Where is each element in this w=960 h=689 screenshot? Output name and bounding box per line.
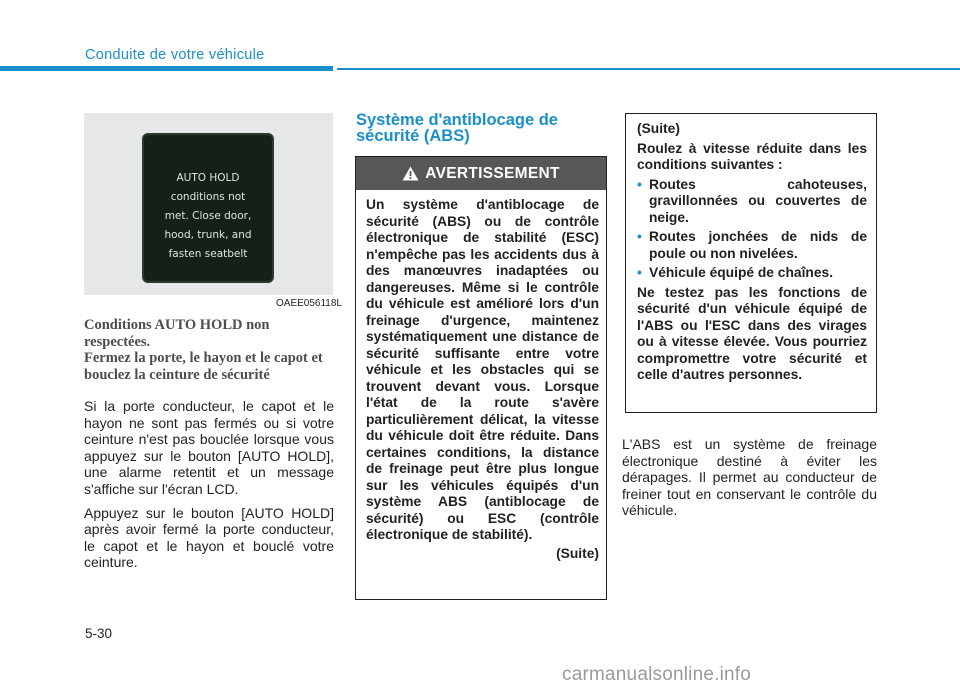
lcd-display xyxy=(142,133,274,283)
header-bar-thin xyxy=(337,68,960,70)
subheading-1: Conditions AUTO HOLD non respectées. xyxy=(84,317,270,350)
continued-label: (Suite) xyxy=(637,121,680,136)
lcd-message: AUTO HOLD conditions not met. Close door, hood, trunk, and fasten seatbelt xyxy=(164,172,252,260)
warning-label: AVERTISSEMENT xyxy=(425,164,560,182)
warning-header xyxy=(356,157,606,190)
abs-description: L'ABS est un système de freinage électronique destiné à éviter les dérapages. Il permet au conducteur de freiner tout en conservant le contrôle du véhicule. xyxy=(622,436,877,519)
page-number: 5-30 xyxy=(85,626,113,641)
list-item: • Véhicule équipé de chaînes. xyxy=(637,265,834,280)
section-title: Système d'antiblocage de sécurité (ABS) xyxy=(356,111,558,145)
subheading-2: Fermez la porte, le hayon et le capot et bouclez la ceinture de sécurité xyxy=(84,350,323,383)
header-bar-thick xyxy=(0,66,333,71)
continued-warning-box xyxy=(625,113,877,413)
paragraph: Si la porte conducteur, le capot et le hayon ne sont pas fermés ou si votre ceinture n'est pas bouclée lorsque vous appuyez sur le bouton [AUTO HOLD], une alarme retentit et un message s'affiche sur l'écran LCD. xyxy=(84,398,334,497)
lcd-illustration xyxy=(84,113,333,295)
bullet-icon: • xyxy=(637,265,642,280)
bullet-icon: • xyxy=(637,229,642,244)
watermark: carmanualsonline.info xyxy=(562,664,752,685)
subheading xyxy=(84,317,334,383)
bullet-icon: • xyxy=(637,176,642,192)
left-body xyxy=(84,398,334,578)
closing-warning: Ne testez pas les fonctions de sécurité d'un véhicule équipé de l'ABS ou l'ESC dans des virages ou à vitesse élevée. Vous pourriez compromettre votre sécurité et celle d'autres personnes. xyxy=(637,284,867,382)
chapter-title: Conduite de votre véhicule xyxy=(85,47,265,63)
warning-box xyxy=(355,156,607,600)
conditions-intro: Roulez à vitesse réduite dans les conditions suivantes : xyxy=(637,140,867,172)
warning-body xyxy=(356,190,606,562)
list-item: • Routes jonchées de nids de poule ou non nivelées. xyxy=(637,229,867,261)
conditions-list xyxy=(637,177,867,282)
warning-text: Un système d'antiblocage de sécurité (ABS) ou de contrôle électronique de stabilité (ESC) n'empêche pas les accidents dus à des manœuvres inadaptées ou dangereuses. Même si le contrôle du véhicule est amélioré lors d'un freinage d'urgence, maintenez systématiquement une distance de sécurité suffisante entre votre véhicule et les obstacles qui se trouvent devant vous. Lorsque l'état de la route s'avère particulièrement délicat, la vitesse du véhicule doit être réduite. Dans certaines conditions, la distance de freinage peut être plus longue sur les véhicules équipés d'un système ABS (antiblocage de sécurité) ou ESC (contrôle électronique de stabilité). xyxy=(366,197,599,542)
image-code: OAEE056118L xyxy=(276,298,342,309)
warning-continued: (Suite) xyxy=(556,545,599,561)
list-item: • Routes cahoteuses, gravillonnées ou couvertes de neige. xyxy=(637,176,867,225)
warning-icon xyxy=(402,166,419,181)
paragraph: Appuyez sur le bouton [AUTO HOLD] après avoir fermé la porte conducteur, le capot et le hayon et bouclé votre ceinture. xyxy=(84,504,334,571)
